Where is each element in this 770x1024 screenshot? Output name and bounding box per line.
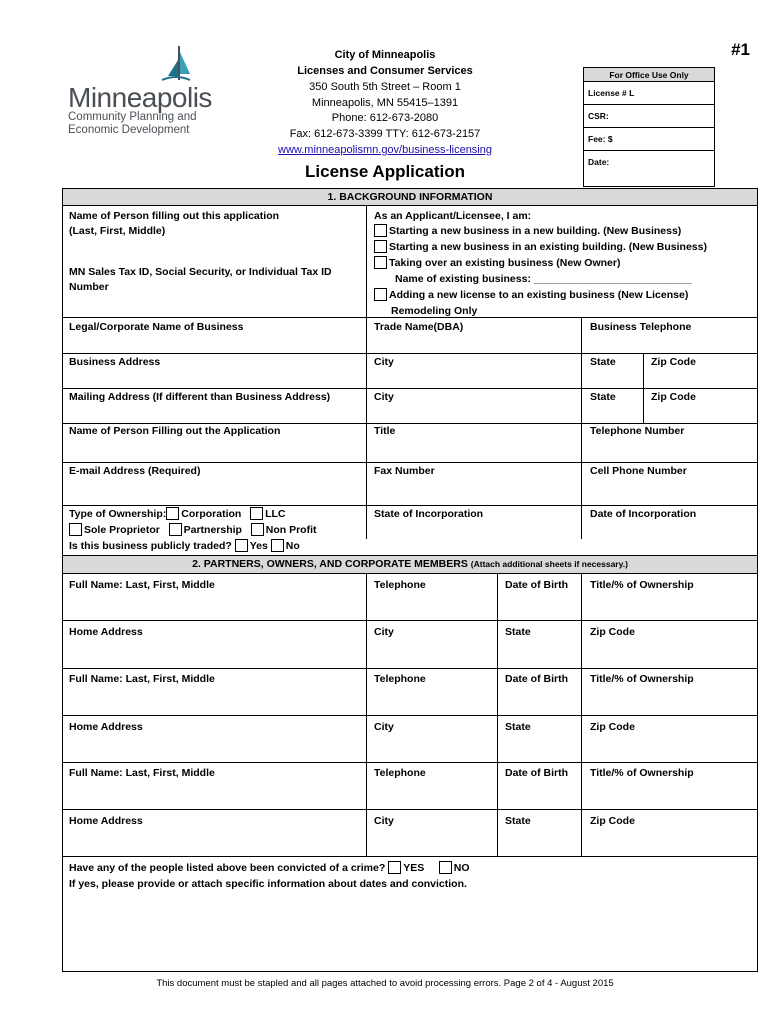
label-business-zip: Zip Code [651,356,696,368]
label-member3-title: Title/% of Ownership [590,767,694,779]
ownership-line-1: Type of Ownership: Corporation LLC [69,508,286,520]
label-tax-id: MN Sales Tax ID, Social Security, or Individual Tax ID [69,266,332,278]
logo-wordmark: Minneapolis [68,82,212,113]
footer-note: This document must be stapled and all pages attached to avoid processing errors. Page 2 of 4 - August 2015 [156,978,614,989]
label-member1-dob: Date of Birth [505,579,568,591]
checkbox-corporation[interactable] [166,507,179,520]
option-new-license: Adding a new license to an existing business (New License) [374,288,688,303]
application-form [62,188,758,972]
header-department: Licenses and Consumer Services [297,65,473,77]
checkbox-llc[interactable] [250,507,263,520]
label-member1-city: City [374,626,394,638]
header-street: 350 South 5th Street – Room 1 [309,81,461,93]
label-person-name-sub: (Last, First, Middle) [69,225,166,237]
option-new-building: Starting a new business in a new building. (New Business) [374,224,681,239]
label-mailing-address: Mailing Address (If different than Business Address) [69,391,331,403]
section-2-heading: 2. PARTNERS, OWNERS, AND CORPORATE MEMBERS (Attach additional sheets if necessary.) [63,555,757,574]
label-member3-city: City [374,815,394,827]
header-fax-tty: Fax: 612-673-3399 TTY: 612-673-2157 [289,128,481,140]
label-member1-title: Title/% of Ownership [590,579,694,591]
label-business-address: Business Address [69,356,161,368]
label-trade-name: Trade Name(DBA) [374,321,464,333]
label-member1-phone: Telephone [374,579,426,591]
checkbox-existing-building[interactable] [374,240,387,253]
ownership-line-2: Sole Proprietor Partnership Non Profit [69,523,317,538]
label-cell-phone: Cell Phone Number [590,465,687,477]
checkbox-partnership[interactable] [169,523,182,536]
label-fax: Fax Number [374,465,435,477]
label-telephone-number: Telephone Number [590,425,685,437]
label-mailing-city: City [374,391,394,403]
checkbox-new-building[interactable] [374,224,387,237]
label-member2-zip: Zip Code [590,721,635,733]
option-existing-building: Starting a new business in an existing building. (New Business) [374,240,707,255]
label-business-city: City [374,356,394,368]
label-email: E-mail Address (Required) [69,465,201,477]
label-business-phone: Business Telephone [590,321,692,333]
label-state-incorporation: State of Incorporation [374,508,484,520]
label-person-name: Name of Person filling out this application [69,210,280,222]
label-member2-city: City [374,721,394,733]
office-use-box [583,67,715,187]
office-csr-field: CSR: [584,105,714,128]
logo-subtitle-2: Economic Development [68,124,190,136]
option-new-owner: Taking over an existing business (New Owner) [374,256,620,271]
label-member2-address: Home Address [69,721,143,733]
checkbox-new-license[interactable] [374,288,387,301]
label-member2-title: Title/% of Ownership [590,673,694,685]
header-website-link[interactable]: www.minneapolismn.gov/business-licensing [278,144,492,156]
office-date-field: Date: [588,157,610,167]
office-use-heading: For Office Use Only [584,68,714,82]
label-remodeling-only: Remodeling Only [391,305,478,317]
label-mailing-state: State [590,391,616,403]
label-member3-address: Home Address [69,815,143,827]
office-license-field: License # L [584,82,714,105]
label-member3-state: State [505,815,531,827]
section-1-heading: 1. BACKGROUND INFORMATION [63,189,757,206]
label-applicant-heading: As an Applicant/Licensee, I am: [374,210,532,222]
checkbox-crime-yes[interactable] [388,861,401,874]
label-member2-state: State [505,721,531,733]
label-member1-zip: Zip Code [590,626,635,638]
label-date-incorporation: Date of Incorporation [590,508,697,520]
office-fee-field: Fee: $ [584,128,714,151]
header-phone: Phone: 612-673-2080 [331,112,439,124]
label-ownership-type: Type of Ownership: [69,508,167,520]
checkbox-public-no[interactable] [271,539,284,552]
label-business-state: State [590,356,616,368]
checkbox-public-yes[interactable] [235,539,248,552]
label-person-filling: Name of Person Filling out the Application [69,425,281,437]
label-mailing-zip: Zip Code [651,391,696,403]
label-member2-phone: Telephone [374,673,426,685]
page-number: #1 [731,40,750,59]
label-tax-id-sub: Number [69,281,109,293]
label-member1-name: Full Name: Last, First, Middle [69,579,215,591]
label-member1-address: Home Address [69,626,143,638]
crime-question-line: Have any of the people listed above been convicted of a crime? YES NO [69,862,470,874]
checkbox-non-profit[interactable] [251,523,264,536]
logo-subtitle-1: Community Planning and [68,111,197,123]
label-member3-phone: Telephone [374,767,426,779]
header-city: City of Minneapolis [334,49,436,61]
label-legal-name: Legal/Corporate Name of Business [69,321,244,333]
checkbox-crime-no[interactable] [439,861,452,874]
label-member2-dob: Date of Birth [505,673,568,685]
label-title: Title [374,425,396,437]
label-member3-zip: Zip Code [590,815,635,827]
form-title: License Application [305,162,465,181]
header-city-state-zip: Minneapolis, MN 55415–1391 [311,97,459,109]
checkbox-new-owner[interactable] [374,256,387,269]
label-crime-question: Have any of the people listed above been convicted of a crime? [69,862,386,874]
label-member2-name: Full Name: Last, First, Middle [69,673,215,685]
public-traded-line: Is this business publicly traded? Yes No [69,540,300,552]
label-member3-dob: Date of Birth [505,767,568,779]
label-member3-name: Full Name: Last, First, Middle [69,767,215,779]
label-crime-note: If yes, please provide or attach specific information about dates and conviction. [69,878,467,890]
label-existing-business-name: Name of existing business: ___________________________ [395,273,692,285]
label-member1-state: State [505,626,531,638]
minneapolis-logo-mark [160,44,192,84]
checkbox-sole-proprietor[interactable] [69,523,82,536]
